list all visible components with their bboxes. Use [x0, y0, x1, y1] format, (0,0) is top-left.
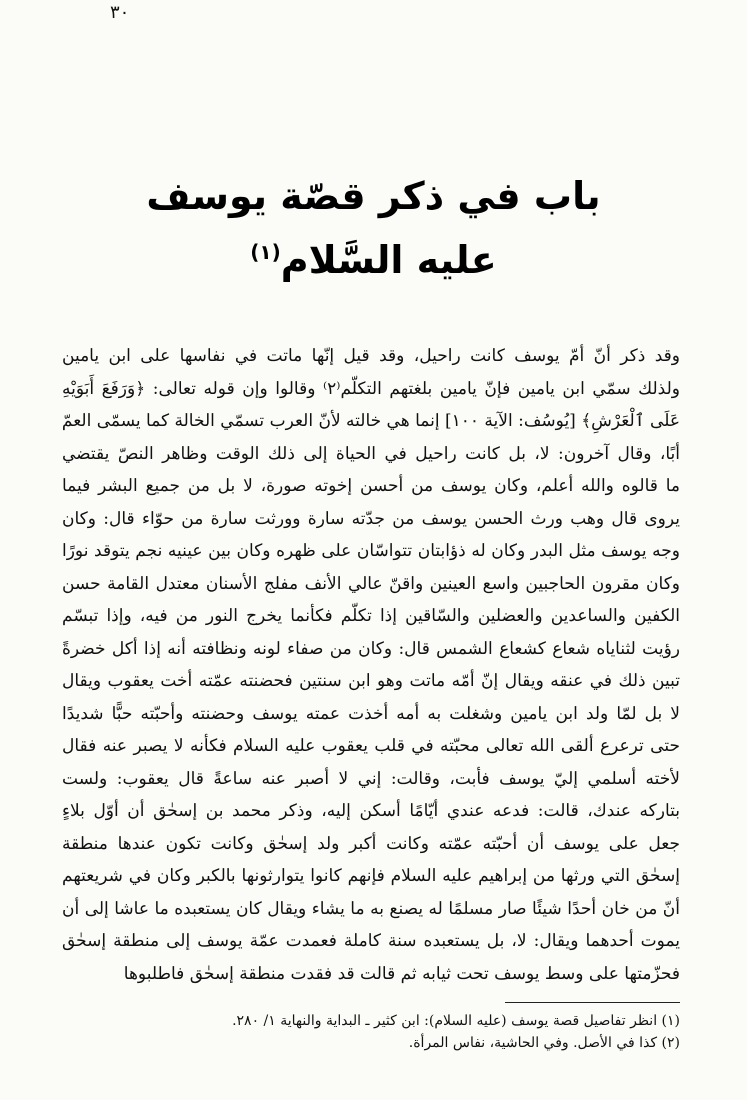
body-line: وجه يوسف مثل البدر وكان له ذؤابتان تتواسّان على ظهره وكان بين عينيه نجم يتوقد نورًا	[62, 541, 680, 561]
body-line: رؤيت لثناياه شعاع كشعاع الشمس قال: وكان من صفاء لونه ونظافته أنه إذا أكل خضرةً	[62, 638, 680, 659]
body-line: الكفين والساعدين والعضلين والسّاقين إذا تكلّم فكأنما يخرج النور من فيه، وإذا تبسّم	[62, 606, 680, 626]
body-line: عَلَى ٱلْعَرْشِ﴾ [يُوسُف: الآية ١٠٠] إنما هي خالته لأنّ العرب تسمّي الخالة كما يسمّى العمّ	[62, 411, 680, 431]
body-line: ولذلك سمّي ابن يامين فإنّ يامين بلغتهم التكلّم⁽٢⁾ وقالوا وإن قوله تعالى: ﴿وَرَفَعَ أَبَوَيْهِ	[62, 378, 680, 399]
body-line: إسحٰق التي ورثها من إبراهيم عليه السلام فإنهم كانوا يتوارثونها بالكبر وكان في شريعتهم	[62, 866, 680, 886]
body-line: فحزّمتها على وسط يوسف تحت ثيابه ثم قالت قد فقدت منطقة إسحٰق فاطلبوها	[123, 963, 680, 984]
body-line: لا بل لمّا ولد ابن يامين وشغلت به أمه أخذت عمته يوسف وحضنته وأحبّته حبًّا شديدًا	[62, 703, 680, 724]
page-number: ٣٠	[110, 2, 130, 23]
body-line: لأخته أسلمي إليّ يوسف فأبت، وقالت: إني لا أصبر عنه ساعةً قال يعقوب: ولست	[62, 768, 680, 789]
chapter-title-line-2	[0, 224, 747, 288]
footnote-divider	[505, 1002, 680, 1003]
body-line: أبًا، وقال آخرون: لا، بل كانت راحيل في الحياة إلى ذلك الوقت وظاهر النصّ يقتضي	[62, 443, 680, 464]
body-line: يموت أحدهما ويقال: لا، بل يستعبده سنة كاملة فعمدت عمّة يوسف إلى منطقة إسحٰق	[62, 931, 680, 951]
body-line: وقد ذكر أنّ أمّ يوسف كانت راحيل، وقد قيل إنّها ماتت في نفاسها على ابن يامين	[62, 346, 680, 366]
body-line: جعل على يوسف أن أحبّته عمّته وكانت أكبر ولد إسحٰق وكانت تكون عندها منطقة	[62, 833, 680, 854]
footnote-2: (٢) كذا في الأصل. وفي الحاشية، نفاس المرأة.	[408, 1035, 680, 1051]
chapter-title-line-1: باب في ذكر قصّة يوسف	[146, 174, 601, 218]
chapter-title	[0, 168, 747, 288]
body-line: بتاركه عندك، قالت: فدعه عندي أيّامًا أسكن إليه، وذكر محمد بن إسحٰق أن أوّل بلاءٍ	[62, 801, 680, 821]
body-line: حتى ترعرع ألقى الله تعالى محبّته في قلب يعقوب عليه السلام فكأنه لا يصبر عنه فقال	[62, 736, 680, 756]
chapter-title-line-2-text: عليه السَّلام	[280, 238, 497, 282]
body-line: وكان مقرون الحاجبين واسع العينين واقنّ عالي الأنف مفلج الأسنان معتدل القامة حسن	[62, 573, 680, 594]
body-line: أنّ من خان أحدًا شيئًا صار مسلمًا له يصنع به ما يشاء ويقال كان يستعبده ما عاشا إلى أن	[62, 898, 680, 919]
footnote-marker-1: (١)	[250, 240, 281, 264]
body-line: تبين ذلك في عنقه ويقال إنّ أمّه ماتت وهو ابن سنتين فحضنته عمّته أخت يعقوب ويقال	[62, 671, 680, 691]
body-line: يروى قال وهب ورث الحسن يوسف من جدّته سارة وورثت سارة من حوّاء قال: وكان	[62, 508, 680, 529]
footnote-1: (١) انظر تفاصيل قصة يوسف (عليه السلام): ابن كثير ـ البداية والنهاية ١/ ٢٨٠.	[232, 1013, 680, 1029]
body-line: ما قالوه والله أعلم، وكان يوسف من أحسن إخوته صورة، لا بل من جميع البشر فيما	[62, 476, 680, 496]
body-text	[62, 340, 680, 990]
footnotes	[62, 1010, 680, 1054]
